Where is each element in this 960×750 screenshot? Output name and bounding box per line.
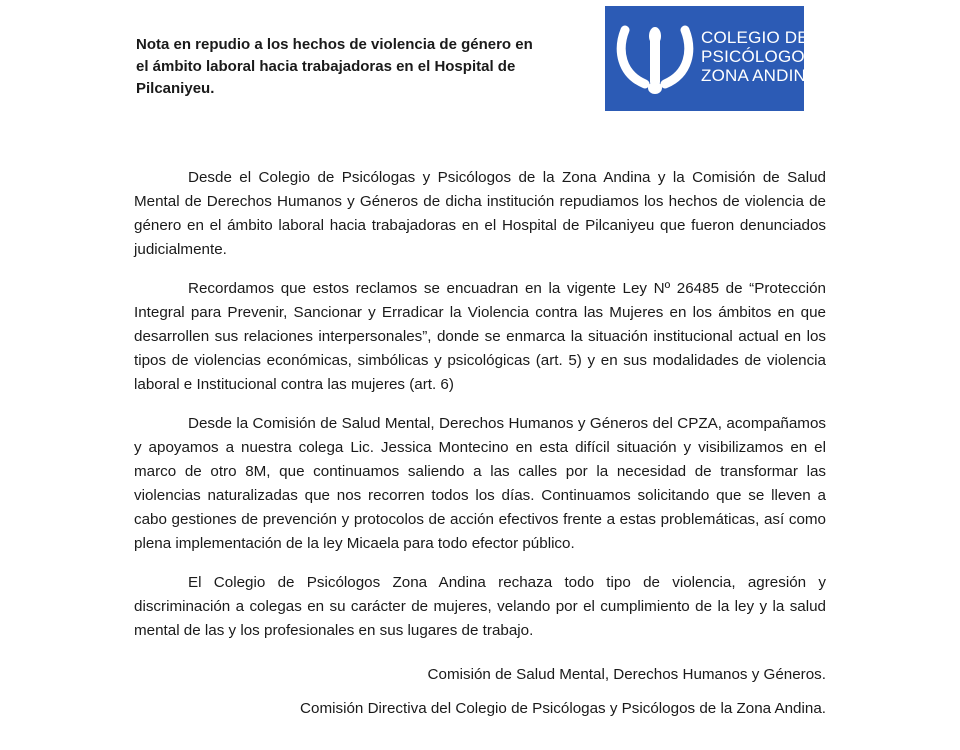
logo-text	[701, 28, 818, 85]
document-body	[134, 166, 826, 658]
logo-line-2: PSICÓLOGOS	[701, 47, 817, 66]
signature-commission: Comisión de Salud Mental, Derechos Humanos y Géneros.	[427, 666, 826, 683]
psi-icon	[615, 22, 695, 96]
paragraph-3: Desde la Comisión de Salud Mental, Derechos Humanos y Géneros del CPZA, acompañamos y apoyamos a nuestra colega Lic. Jessica Montecino en esta difícil situación y visibilizamos en el marco de otro 8M, que continuamos saliendo a las calles por la necesidad de transformar las violencias naturalizadas que nos recorren todos los días. Continuamos solicitando que se lleven a cabo gestiones de prevención y protocolos de acción efectivos frente a estas problemáticas, así como plena implementación de la ley Micaela para todo efector público.	[134, 415, 826, 552]
logo-line-3: ZONA ANDINA	[701, 66, 818, 85]
paragraph-2: Recordamos que estos reclamos se encuadran en la vigente Ley Nº 26485 de “Protección Integral para Prevenir, Sancionar y Erradicar la Violencia contra las Mujeres en los ámbitos en que desarrollen sus relaciones interpersonales”, donde se enmarca la situación institucional actual en los tipos de violencias económicas, simbólicas y psicológicas (art. 5) y en sus modalidades de violencia laboral e Institucional contra las mujeres (art. 6)	[134, 280, 826, 393]
paragraph-1: Desde el Colegio de Psicólogas y Psicólogos de la Zona Andina y la Comisión de Salud Mental de Derechos Humanos y Géneros de dicha institución repudiamos los hechos de violencia de género en el ámbito laboral hacia trabajadoras en el Hospital de Pilcaniyeu que fueron denunciados judicialmente.	[134, 169, 826, 258]
signature-board: Comisión Directiva del Colegio de Psicólogas y Psicólogos de la Zona Andina.	[300, 700, 826, 717]
logo	[605, 6, 818, 111]
paragraph-4: El Colegio de Psicólogos Zona Andina rechaza todo tipo de violencia, agresión y discriminación a colegas en su carácter de mujeres, velando por el cumplimiento de la ley y la salud mental de las y los profesionales en sus lugares de trabajo.	[134, 574, 826, 639]
logo-line-1: COLEGIO DE	[701, 28, 809, 47]
page-title: Nota en repudio a los hechos de violencia de género en el ámbito laboral hacia trabajadoras en el Hospital de Pilcaniyeu.	[136, 36, 533, 97]
